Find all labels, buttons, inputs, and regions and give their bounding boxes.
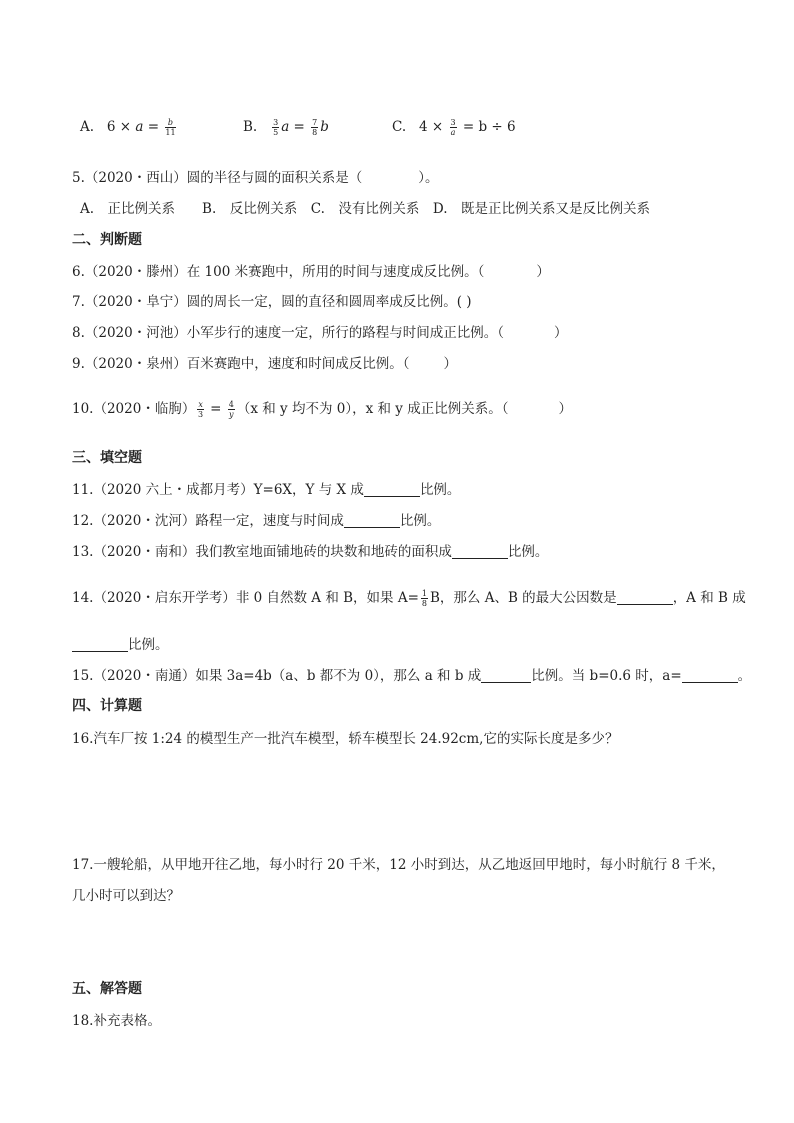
question-12: 12.（2020・沈河）路程一定，速度与时间成 比例。 bbox=[72, 513, 441, 529]
question-8: 8.（2020・河池）小军步行的速度一定，所行的路程与时间成正比例。（ ） bbox=[72, 325, 568, 341]
question-11: 11.（2020 六上・成都月考）Y=6X，Y 与 X 成 比例。 bbox=[72, 482, 461, 498]
question-18: 18.补充表格。 bbox=[72, 1013, 161, 1029]
question-14-line2: 比例。 bbox=[72, 633, 169, 653]
section-heading-answer: 五、解答题 bbox=[72, 981, 142, 997]
section-heading-fill-blank: 三、填空题 bbox=[72, 450, 142, 466]
question-5-options: A. 正比例关系 B. 反比例关系 C. 没有比例关系 D. 既是正比例关系又是反比例关系 bbox=[80, 201, 651, 217]
q4-option-c: C. 4 × $\frac{3}{a}$ = b ÷ 6 bbox=[392, 118, 516, 137]
question-5: 5.（2020・西山）圆的半径与圆的面积关系是（ ）。 bbox=[72, 170, 439, 186]
answer-blank[interactable] bbox=[481, 668, 531, 683]
answer-blank[interactable] bbox=[452, 544, 508, 559]
fraction: $\frac{4}{y}$ bbox=[228, 400, 234, 419]
question-7: 7.（2020・阜宁）圆的周长一定，圆的直径和圆周率成反比例。( ) bbox=[72, 294, 472, 310]
answer-blank[interactable] bbox=[72, 637, 128, 652]
fraction: $\frac{7}{8}$ bbox=[312, 118, 318, 137]
fraction: $\frac{1}{8}$ bbox=[421, 589, 427, 608]
section-heading-calculation: 四、计算题 bbox=[72, 698, 142, 714]
fraction: $\frac{3}{5}$ bbox=[273, 118, 279, 137]
question-14: 14.（2020・启东开学考）非 0 自然数 A 和 B，如果 A= $\frac{1}{8}$ B，那么 A、B 的最大公因数是 ，A 和 B 成 bbox=[72, 589, 746, 608]
question-10: 10.（2020・临朐） $\frac{x}{3}$ = $\frac{4}{y}$ （x 和 y 均不为 0），x 和 y 成正比例关系。（ ） bbox=[72, 400, 572, 419]
answer-blank[interactable] bbox=[364, 482, 420, 497]
question-13: 13.（2020・南和）我们教室地面铺地砖的块数和地砖的面积成 比例。 bbox=[72, 544, 549, 560]
question-6: 6.（2020・滕州）在 100 米赛跑中，所用的时间与速度成反比例。（ ） bbox=[72, 264, 550, 280]
answer-blank[interactable] bbox=[617, 590, 673, 605]
answer-blank[interactable] bbox=[344, 513, 400, 528]
question-17: 17.一艘轮船，从甲地开往乙地，每小时行 20 千米，12 小时到达，从乙地返回甲地时，每小时航行 8 千米， bbox=[72, 857, 725, 873]
fraction: $\frac{x}{3}$ bbox=[198, 400, 204, 419]
question-15: 15.（2020・南通）如果 3a=4b（a、b 都不为 0），那么 a 和 b 成 比例。当 b=0.6 时，a= 。 bbox=[72, 668, 752, 684]
question-17-line2: 几小时可以到达？ bbox=[72, 888, 180, 904]
fraction: $\frac{3}{a}$ bbox=[450, 118, 456, 137]
q4-option-b: B. $\frac{3}{5}$ a = $\frac{7}{8}$ b bbox=[243, 118, 329, 137]
section-heading-judgement: 二、判断题 bbox=[72, 232, 142, 248]
question-9: 9.（2020・泉州）百米赛跑中，速度和时间成反比例。（ ） bbox=[72, 356, 457, 372]
fraction: $\frac{b}{11}$ bbox=[165, 118, 176, 137]
q4-option-a: A. 6 × a = $\frac{b}{11}$ bbox=[80, 118, 176, 137]
question-16: 16.汽车厂按 1:24 的模型生产一批汽车模型，轿车模型长 24.92cm,它的实际长度是多少？ bbox=[72, 731, 619, 747]
answer-blank[interactable] bbox=[682, 668, 738, 683]
